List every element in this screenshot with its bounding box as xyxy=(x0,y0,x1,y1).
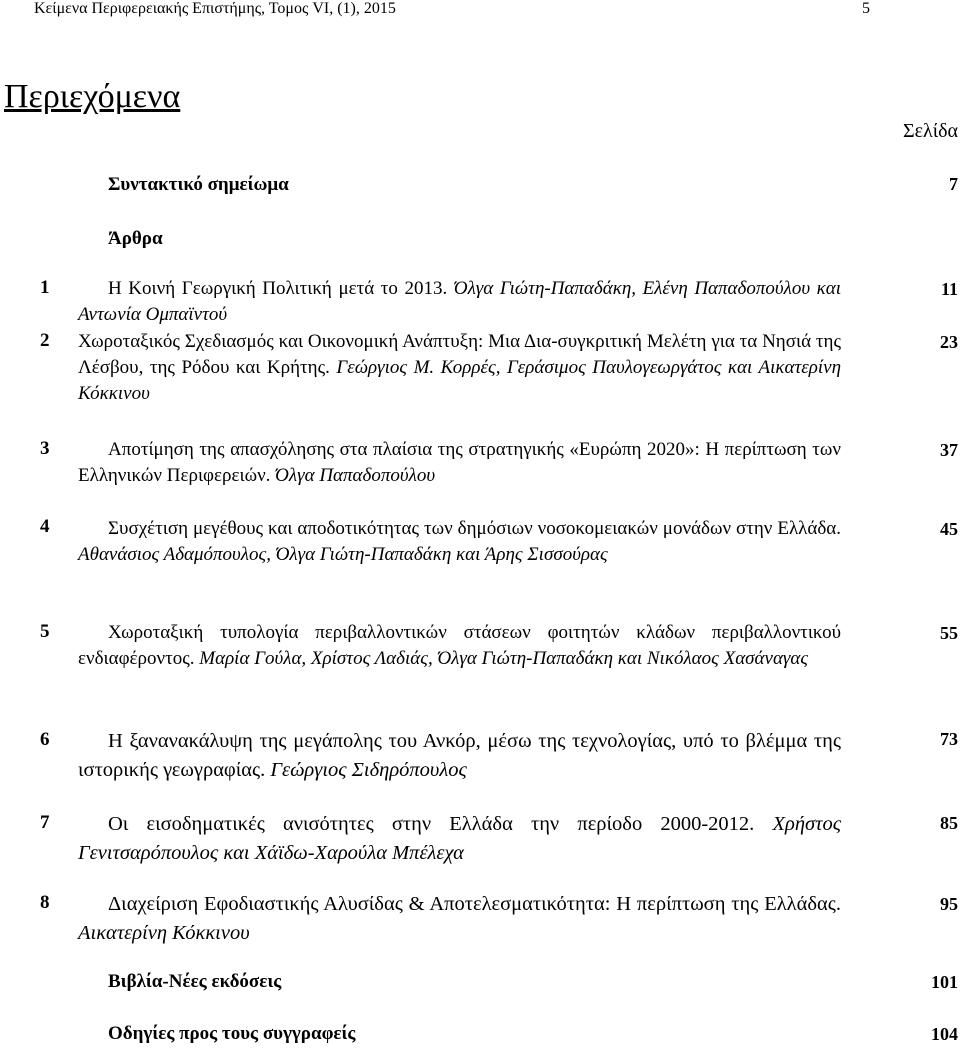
article-number: 3 xyxy=(40,438,50,459)
article-entry[interactable] xyxy=(78,620,841,672)
header-page-number: 5 xyxy=(862,0,870,17)
article-page: 23 xyxy=(940,332,958,352)
page-title: Περιεχόμενα xyxy=(4,78,181,115)
article-authors: Αικατερίνη Κόκκινου xyxy=(78,922,250,944)
article-entry[interactable] xyxy=(78,727,841,785)
article-authors: Γεώργιος Μ. Κορρές, Γεράσιμος Παυλογεωργάτος και Αικατερίνη Κόκκινου xyxy=(78,357,841,404)
article-title: Συσχέτιση μεγέθους και αποδοτικότητας των δημόσιων νοσοκομειακών μονάδων στην Ελλάδα. xyxy=(108,518,841,539)
editorial-page: 7 xyxy=(949,174,958,194)
article-authors: Χρήστος Γενιτσαρόπουλος και Χάϊδω-Χαρούλα Μπέλεχα xyxy=(78,813,842,864)
books-label[interactable]: Βιβλία-Νέες εκδόσεις xyxy=(108,971,282,992)
article-page: 37 xyxy=(940,440,958,460)
page-column-label: Σελίδα xyxy=(902,120,958,142)
article-title: Χωροταξική τυπολογία περιβαλλοντικών στάσεων φοιτητών κλάδων περιβαλλοντικού ενδιαφέροντος. xyxy=(78,622,841,669)
article-number: 2 xyxy=(40,330,50,351)
article-entry[interactable] xyxy=(78,810,841,868)
article-number: 6 xyxy=(40,729,50,750)
article-entry[interactable] xyxy=(78,276,841,328)
article-page: 85 xyxy=(940,813,958,833)
guidelines-label[interactable]: Οδηγίες προς τους συγγραφείς xyxy=(108,1023,356,1044)
articles-heading: Άρθρα xyxy=(108,228,163,249)
article-title: Η Κοινή Γεωργική Πολιτική μετά το 2013. xyxy=(108,278,448,299)
article-page: 55 xyxy=(940,623,958,643)
article-authors: Αθανάσιος Αδαμόπουλος, Όλγα Γιώτη-Παπαδάκη και Άρης Σισσούρας xyxy=(78,544,608,565)
article-number: 5 xyxy=(40,621,50,642)
article-title: Αποτίμηση της απασχόλησης στα πλαίσια της στρατηγικής «Ευρώπη 2020»: Η περίπτωση των Ελληνικών Περιφερειών. xyxy=(78,439,841,486)
article-title: Οι εισοδηματικές ανισότητες στην Ελλάδα την περίοδο 2000-2012. xyxy=(108,813,755,835)
article-title: Χωροταξικός Σχεδιασμός και Οικονομική Ανάπτυξη: Μια Δια-συγκριτική Μελέτη για τα Νησιά της Λέσβου, της Ρόδου και Κρήτης. xyxy=(78,331,841,378)
article-entry[interactable] xyxy=(78,329,841,407)
article-number: 4 xyxy=(40,516,50,537)
article-number: 8 xyxy=(40,892,50,913)
article-authors: Γεώργιος Σιδηρόπουλος xyxy=(270,759,467,781)
guidelines-page: 104 xyxy=(931,1024,958,1044)
running-header: Κείμενα Περιφερειακής Επιστήμης, Τομος VI, (1), 2015 xyxy=(34,0,396,17)
article-authors: Μαρία Γούλα, Χρίστος Λαδιάς, Όλγα Γιώτη-Παπαδάκη και Νικόλαος Χασάναγας xyxy=(199,648,809,669)
article-entry[interactable] xyxy=(78,516,841,568)
article-number: 1 xyxy=(40,277,50,298)
article-page: 45 xyxy=(940,519,958,539)
article-page: 11 xyxy=(940,279,958,299)
article-number: 7 xyxy=(40,812,50,833)
books-page: 101 xyxy=(931,972,958,992)
editorial-label[interactable]: Συντακτικό σημείωμα xyxy=(108,174,289,195)
article-page: 95 xyxy=(940,894,958,914)
article-authors: Όλγα Γιώτη-Παπαδάκη, Ελένη Παπαδοπούλου και Αντωνία Ομπαϊντού xyxy=(78,278,841,325)
article-title: Η ξανανακάλυψη της μεγάπολης του Ανκόρ, μέσω της τεχνολογίας, υπό το βλέμμα της ιστορικής γεωγραφίας. xyxy=(78,730,841,781)
article-entry[interactable] xyxy=(78,437,841,489)
article-title: Διαχείριση Εφοδιαστικής Αλυσίδας & Αποτελεσματικότητα: Η περίπτωση της Ελλάδας. xyxy=(108,893,841,915)
article-page: 73 xyxy=(940,729,958,749)
article-authors: Όλγα Παπαδοπούλου xyxy=(275,465,436,486)
article-entry[interactable] xyxy=(78,890,841,948)
